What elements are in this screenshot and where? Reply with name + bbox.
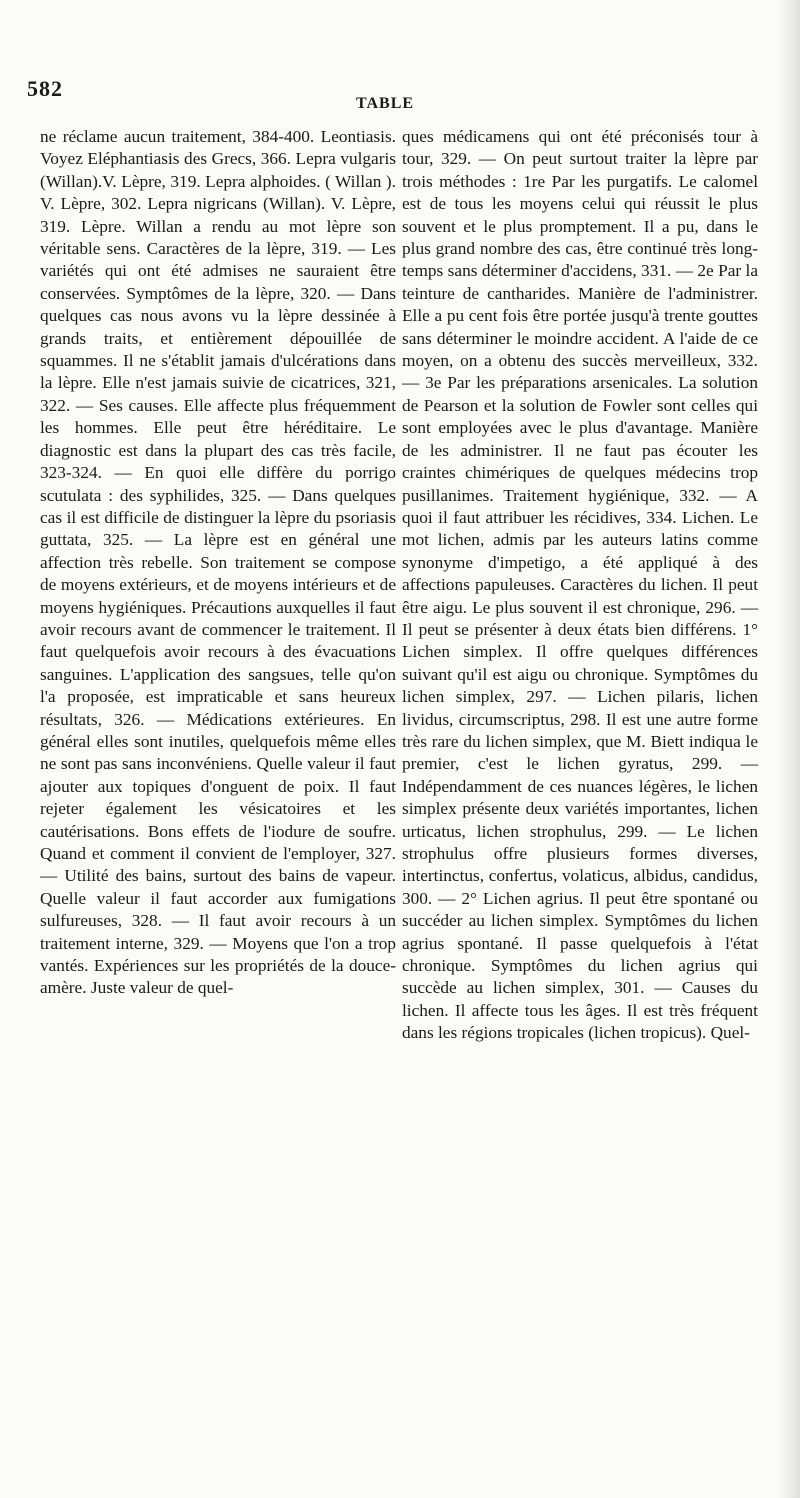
right-text-column — [402, 126, 758, 1045]
left-column-text: ne réclame aucun traitement, 384-400. Leontiasis. Voyez Eléphantiasis des Grecs, 366. Lepra vulgaris (Willan).V. Lèpre, 319. Lepra alphoides. ( Willan ). V. Lèpre, 302. Lepra nigricans (Willan). V. Lèpre, 319. Lèpre. Willan a rendu au mot lèpre son véritable sens. Caractères de la lèpre, 319. — Les variétés qui ont été admises ne sauraient être conservées. Symptômes de la lèpre, 320. — Dans quelques cas nous avons vu la lèpre dessinée à grands traits, et entièrement dépouillée de squammes. Il ne s'établit jamais d'ulcérations dans la lèpre. Elle n'est jamais suivie de cicatrices, 321, 322. — Ses causes. Elle affecte plus fréquemment les hommes. Elle peut être héréditaire. Le diagnostic est dans la plupart des cas très facile, 323-324. — En quoi elle diffère du porrigo scutulata : des syphilides, 325. — Dans quelques cas il est difficile de distinguer la lèpre du psoriasis guttata, 325. — La lèpre est en général une affection très rebelle. Son traitement se compose de moyens extérieurs, et de moyens intérieurs et de moyens hygiéniques. Précautions auxquelles il faut avoir recours avant de commencer le traitement. Il faut quelquefois avoir recours à des évacuations sanguines. L'application des sangsues, telle qu'on l'a proposée, est impraticable et sans heureux résultats, 326. — Médications extérieures. En général elles sont inutiles, quelquefois même elles ne sont pas sans inconvéniens. Quelle valeur il faut ajouter aux topiques d'onguent de poix. Il faut rejeter également les vésicatoires et les cautérisations. Bons effets de l'iodure de soufre. Quand et comment il convient de l'employer, 327. — Utilité des bains, surtout des bains de vapeur. Quelle valeur il faut accorder aux fumigations sulfureuses, 328. — Il faut avoir recours à un traitement interne, 329. — Moyens que l'on a trop vantés. Expériences sur les propriétés de la douce-amère. Juste valeur de quel- — [40, 127, 396, 998]
left-text-column — [40, 126, 396, 1000]
right-column-text: ques médicamens qui ont été préconisés tour à tour, 329. — On peut surtout traiter la lèpre par trois méthodes : 1re Par les purgatifs. Le calomel est de tous les moyens celui qui réussit le plus souvent et le plus promptement. Il a pu, dans le plus grand nombre des cas, être continué très long-temps sans déterminer d'accidens, 331. — 2e Par la teinture de cantharides. Manière de l'administrer. Elle a pu cent fois être portée jusqu'à trente gouttes sans déterminer le moindre accident. A l'aide de ce moyen, on a obtenu des succès merveilleux, 332. — 3e Par les préparations arsenicales. La solution de Pearson et la solution de Fowler sont celles qui sont employées avec le plus d'avantage. Manière de les administrer. Il ne faut pas écouter les craintes chimériques de quelques médecins trop pusillanimes. Traitement hygiénique, 332. — A quoi il faut attribuer les récidives, 334. Lichen. Le mot lichen, admis par les auteurs latins comme synonyme d'impetigo, a été appliqué à des affections papuleuses. Caractères du lichen. Il peut être aigu. Le plus souvent il est chronique, 296. — Il peut se présenter à deux états bien différens. 1° Lichen simplex. Il offre quelques différences suivant qu'il est aigu ou chronique. Symptômes du lichen simplex, 297. — Lichen pilaris, lichen lividus, circumscriptus, 298. Il est une autre forme très rare du lichen simplex, que M. Biett indiqua le premier, c'est le lichen gyratus, 299. — Indépendamment de ces nuances légères, le lichen simplex présente deux variétés importantes, lichen urticatus, lichen strophulus, 299. — Le lichen strophulus offre plusieurs formes diverses, intertinctus, confertus, volaticus, albidus, candidus, 300. — 2° Lichen agrius. Il peut être spontané ou succéder au lichen simplex. Symptômes du lichen agrius spontané. Il passe quelquefois à l'état chronique. Symptômes du lichen agrius qui succède au lichen simplex, 301. — Causes du lichen. Il affecte tous les âges. Il est très fréquent dans les régions tropicales (lichen tropicus). Quel- — [402, 127, 758, 1043]
page-edge-shadow — [778, 0, 800, 1498]
running-head: TABLE — [356, 95, 415, 112]
page-number: 582 — [27, 76, 63, 101]
